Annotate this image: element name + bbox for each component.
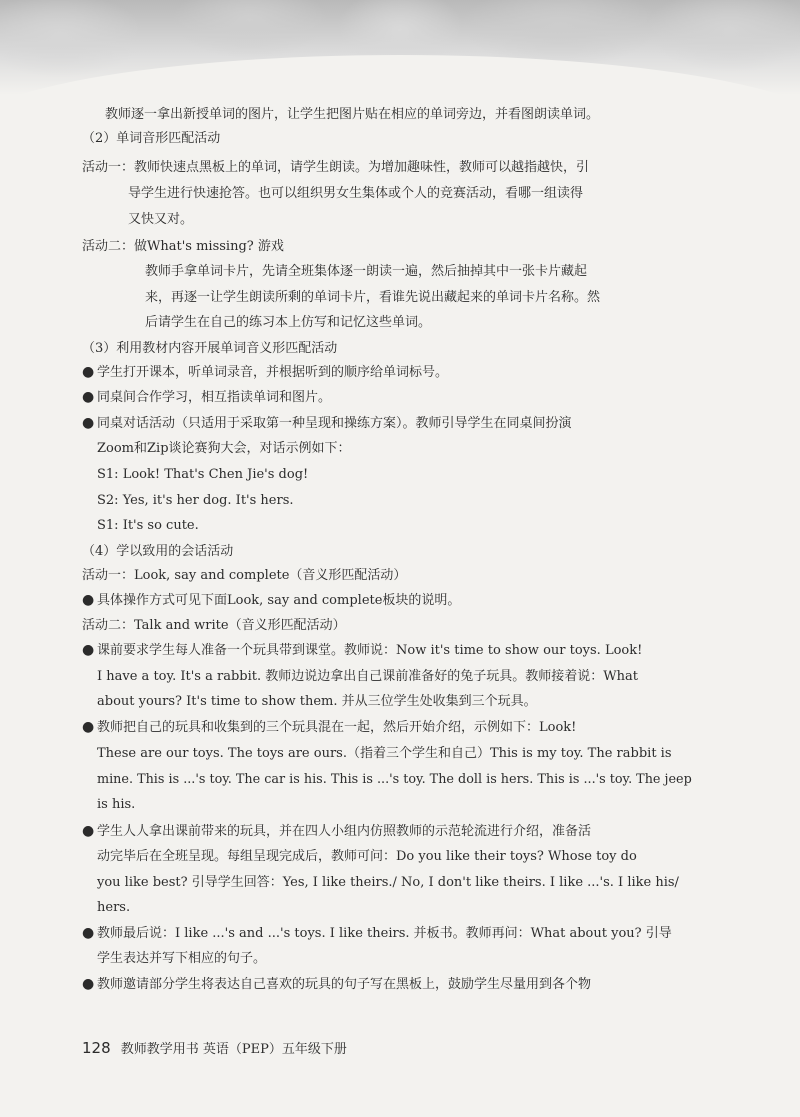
- text-line: （2）单词音形匹配活动: [82, 131, 221, 146]
- bullet-icon: ●: [82, 415, 95, 431]
- text-line: 课前要求学生每人准备一个玩具带到课堂。教师说：Now it's time to show our toys. Look!: [97, 643, 643, 658]
- text-line: 教师邀请部分学生将表达自己喜欢的玩具的句子写在黑板上，鼓励学生尽量用到各个物: [97, 977, 592, 992]
- text-line: 同桌对话活动（只适用于采取第一种呈现和操练方案）。教师引导学生在同桌间扮演: [97, 416, 572, 431]
- text-line: S1: Look! That's Chen Jie's dog!: [97, 467, 309, 482]
- bullet-icon: ●: [82, 823, 95, 839]
- text-line: is his.: [97, 797, 136, 812]
- text-line: These are our toys. The toys are ours.（指着三个学生和自己）This is my toy. The rabbit is: [97, 746, 672, 761]
- bullet-icon: ●: [82, 976, 95, 992]
- page-footer: [82, 1038, 347, 1057]
- text-line: 教师手拿单词卡片，先请全班集体逐一朗读一遍，然后抽掉其中一张卡片藏起: [145, 264, 588, 279]
- text-line: you like best? 引导学生回答：Yes, I like theirs./ No, I don't like theirs. I like ...'s. I like his/: [97, 875, 679, 890]
- text-line: 教师逐一拿出新授单词的图片，让学生把图片贴在相应的单词旁边，并看图朗读单词。: [105, 107, 600, 122]
- text-line: 后请学生在自己的练习本上仿写和记忆这些单词。: [145, 315, 432, 330]
- text-line: （4）学以致用的会话活动: [82, 544, 234, 559]
- text-line: 教师最后说：I like ...'s and ...'s toys. I like theirs. 并板书。教师再问：What about you? 引导: [97, 926, 672, 941]
- text-line: 同桌间合作学习，相互指读单词和图片。: [97, 390, 332, 405]
- bullet-icon: ●: [82, 592, 95, 608]
- bullet-icon: ●: [82, 925, 95, 941]
- text-line: 又快又对。: [128, 212, 194, 227]
- bullet-icon: ●: [82, 719, 95, 735]
- text-line: 来，再逐一让学生朗读所剩的单词卡片，看谁先说出藏起来的单词卡片名称。然: [145, 290, 601, 305]
- text-line: 教师把自己的玩具和收集到的三个玩具混在一起，然后开始介绍，示例如下：Look!: [97, 720, 577, 735]
- text-line: 活动二：Talk and write（音义形匹配活动）: [82, 618, 346, 633]
- text-line: （3）利用教材内容开展单词音义形匹配活动: [82, 341, 338, 356]
- header-banner-image: [0, 0, 800, 95]
- text-line: 动完毕后在全班呈现。每组呈现完成后，教师可问：Do you like their toys? Whose toy do: [97, 849, 637, 864]
- bullet-icon: ●: [82, 642, 95, 658]
- bullet-icon: ●: [82, 364, 95, 380]
- text-line: S2: Yes, it's her dog. It's hers.: [97, 493, 294, 508]
- text-line: about yours? It's time to show them. 并从三位学生处收集到三个玩具。: [97, 694, 537, 709]
- text-line: Zoom和Zip谈论赛狗大会，对话示例如下：: [97, 441, 351, 456]
- bullet-icon: ●: [82, 389, 95, 405]
- text-line: 导学生进行快速抢答。也可以组织男女生集体或个人的竞赛活动，看哪一组读得: [128, 186, 584, 201]
- text-line: hers.: [97, 900, 131, 915]
- page-number: 128: [82, 1039, 111, 1057]
- text-line: S1: It's so cute.: [97, 518, 199, 533]
- text-line: 活动一：Look, say and complete（音义形匹配活动）: [82, 568, 407, 583]
- text-line: mine. This is ...'s toy. The car is his. This is ...'s toy. The doll is hers. This is ...'s toy. The jeep: [97, 772, 692, 787]
- text-line: 活动一：教师快速点黑板上的单词，请学生朗读。为增加趣味性，教师可以越指越快，引: [82, 160, 590, 175]
- text-line: 学生人人拿出课前带来的玩具，并在四人小组内仿照教师的示范轮流进行介绍，准备活: [97, 824, 592, 839]
- text-line: 具体操作方式可见下面Look, say and complete板块的说明。: [97, 593, 461, 608]
- text-line: 学生打开课本，听单词录音，并根据听到的顺序给单词标号。: [97, 365, 449, 380]
- text-line: 学生表达并写下相应的句子。: [97, 951, 267, 966]
- text-line: 活动二：做What's missing? 游戏: [82, 239, 284, 254]
- text-line: I have a toy. It's a rabbit. 教师边说边拿出自己课前准备好的兔子玩具。教师接着说：What: [97, 669, 638, 684]
- book-title: 教师教学用书 英语（PEP）五年级下册: [120, 1042, 347, 1057]
